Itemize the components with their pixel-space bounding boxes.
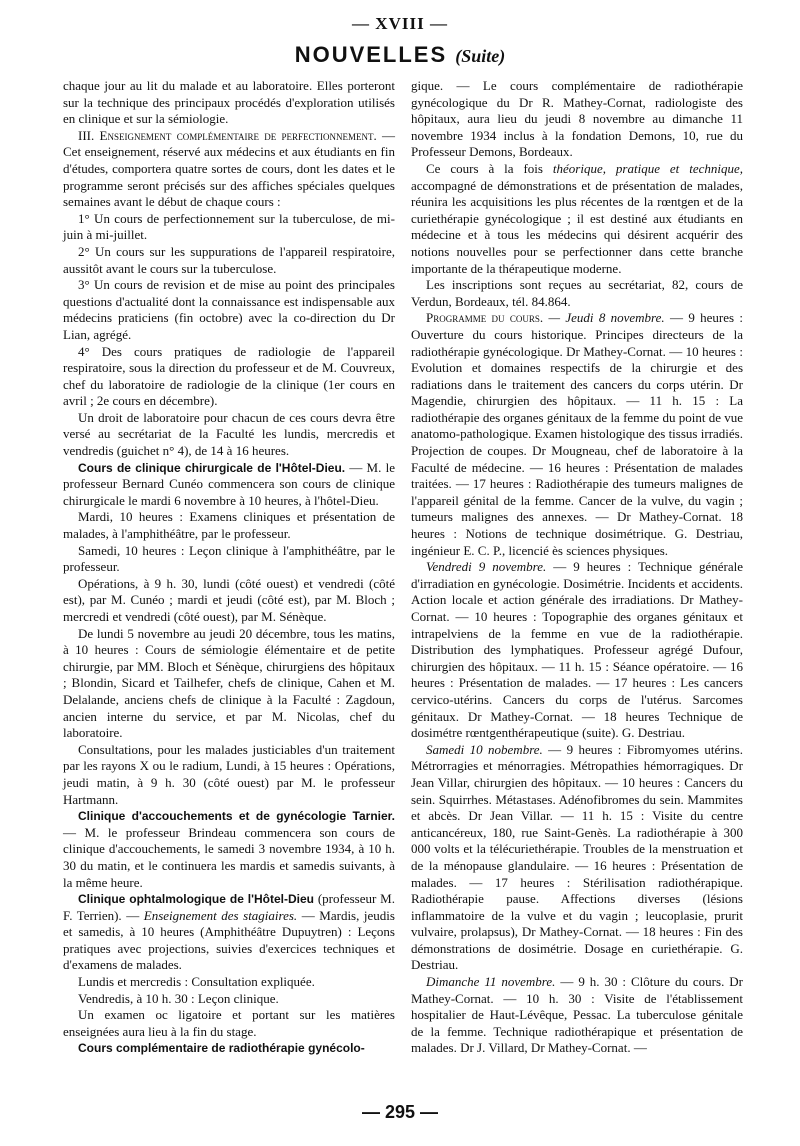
paragraph xyxy=(63,1040,395,1057)
italic-text: Dimanche 11 novembre. xyxy=(426,974,556,990)
paragraph: chaque jour au lit du malade et au laboratoire. Elles porteront sur la technique des principaux procédés d'exploration utilisés en clinique et sur la sémiologie. xyxy=(63,78,395,127)
paragraph-lead: III. xyxy=(78,127,100,143)
paragraph xyxy=(411,559,743,742)
section-heading: Enseignement complémentaire de perfectionnement. xyxy=(99,127,377,143)
right-column xyxy=(411,78,743,1057)
paragraph-body: — 9 heures : Fibromyomes utérins. Métrorragies et ménorragies. Métropathies hémorragiques. Dr Jean Villar, chirurgien des hôpitaux. — 10 heures : Cancers du sein. Squirrhes. Métastases. Adénofibromes du sein. Mammites et abcès. Dr Jean Villar. — 11 h. 15 : Visite du centre anticancéreux, 180, rue Saint-Genès. La radiothérapie à 300 000 volts et la télécuriethérapie. Troubles de la menstruation et de la ménopause glandulaire. — 16 heures : Présentation de malades. — 17 heures : Stérilisation radiothérapique. Radiothérapie pause. Affections diverses (lésions inflammatoire de la vulve et du vagin ; leucoplasie, prurit vulvaire, prolapsus), Dr Mathey-Cornat. — 18 heures : Fin des démonstrations de dosimétrie. Dosage en curiethérapie. G. Destriau. xyxy=(411,741,743,973)
paragraph: Mardi, 10 heures : Examens cliniques et présentation de malades, à l'amphithéâtre, par le professeur. xyxy=(63,509,395,542)
paragraph: Lundis et mercredis : Consultation expliquée. xyxy=(78,974,315,990)
italic-text: théorique, pratique et technique, xyxy=(552,160,743,176)
italic-text: Vendredi 9 novembre. xyxy=(426,559,547,575)
italic-text: Samedi 10 nobembre. xyxy=(426,741,543,757)
paragraph-body: — M. le professeur Bernard Cunéo commencera son cours de clinique chirurgicale le mardi 6 novembre à 10 heures, à l'hôtel-Dieu. xyxy=(63,459,395,508)
paragraph xyxy=(411,742,743,974)
italic-text: — Jeudi 8 novembre. xyxy=(543,310,665,326)
paragraph xyxy=(63,891,395,974)
title-suffix: (Suite) xyxy=(455,46,506,66)
paragraph xyxy=(411,310,743,559)
paragraph-mid: (professeur M. F. Terrien). — xyxy=(63,891,395,923)
page-roman-numeral: — XVIII — xyxy=(352,14,448,33)
paragraph xyxy=(63,460,395,510)
paragraph: De lundi 5 novembre au jeudi 20 décembre, tous les matins, à 10 heures : Cours de sémiologie élémentaire et de petite chirurgie, par MM. Bloch et Sénèque, chirurgiens des hôpitaux ; Blondin, Sicard et Tailhefer, chefs de clinique, Cahen et M. Delalande, anciens chefs de clinique à la Faculté : Zagdoun, ancien interne du service, et par M. Nicolas, chef du laboratoire. xyxy=(63,625,395,741)
italic-text: Enseignement des stagiaires. xyxy=(143,907,298,923)
paragraph xyxy=(411,161,743,277)
paragraph-body: accompagné de démonstrations et de présentation de malades, réunira les acquisitions les plus récentes de la rœntgen et de la curiethérapie gynécologique ; il est destiné aux étudiants en médecine et à tous les médecins qui désirent acquérir des notions nouvelles pour se perfectionner dans cette branche importante de la thérapeutique moderne. xyxy=(411,177,743,276)
paragraph-lead: Ce cours à la fois xyxy=(426,160,553,176)
paragraph: Opérations, à 9 h. 30, lundi (côté ouest) et vendredi (côté est), par M. Cunéo ; mardi et jeudi (côté est), par M. Bloch ; mercredi et vendredi (côté ouest), par M. Sénèque. xyxy=(63,575,395,624)
section-heading: Cours de clinique chirurgicale de l'Hôtel-Dieu. xyxy=(78,460,346,475)
paragraph-body: — 9 h. 30 : Clôture du cours. Dr Mathey-Cornat. — 10 h. 30 : Visite de l'établissement hospitalier de Haut-Lévêque, Pessac. La tuberculose génitale de la femme. Technique radiothérapique et présentation de malades. Dr J. Villard, Dr Mathey-Cornat. — xyxy=(411,974,743,1056)
paragraph: Un examen oc ligatoire et portant sur les matières enseignées aura lieu à la fin du stage. xyxy=(63,1007,395,1039)
paragraph: 1° Un cours de perfectionnement sur la tuberculose, de mi-juin à mi-juillet. xyxy=(63,210,395,243)
paragraph: 2° Un cours sur les suppurations de l'appareil respiratoire, aussitôt avant le cours sur la tuberculose. xyxy=(63,243,395,276)
paragraph: Les inscriptions sont reçues au secrétariat, 82, cours de Verdun, Bordeaux, tél. 84.864. xyxy=(411,277,743,309)
page-number: — 295 — xyxy=(361,1102,439,1122)
paragraph-body: — 9 heures : Technique générale d'irradiation en gynécologie. Dosimétrie. Incidents et accidents. Action locale et action générale des irradiations. Dr Mathey-Cornat. — 10 heures : Topographie des organes génitaux et intrapelviens de la femme en vue de la radiothérapie. Distribution des lymphatiques. Professeur agrégé Dufour, chirurgien des hôpitaux. — 11 h. 15 : Séance opératoire. — 16 heures : Présentation de malades. — 17 heures : Les cancers cervico-utérins. Cancers du corps de l'utérus. Sarcomes génitaux. Dr Mathey-Cornat. — 18 heures Technique de dosimétre rœntgenthérapeutique (suite). G. Destriau. xyxy=(411,559,743,741)
section-title xyxy=(0,42,800,68)
paragraph-body: — Cet enseignement, réservé aux médecins et aux étudiants en fin d'études, comportera quatre sortes de cours, dont les dates et le programme seront précisés sur des affiches spéciales quelques semaines avant le début de chaque cours : xyxy=(63,127,395,210)
section-heading: Programme du cours. xyxy=(426,310,544,326)
paragraph: Samedi, 10 heures : Leçon clinique à l'amphithéâtre, par le professeur. xyxy=(63,542,395,575)
title-text: NOUVELLES xyxy=(294,42,448,67)
paragraph xyxy=(63,808,395,891)
section-heading: Cours complémentaire de radiothérapie gynécolo- xyxy=(78,1041,365,1056)
left-column xyxy=(63,78,395,1057)
paragraph: gique. — Le cours complémentaire de radiothérapie gynécologique du Dr R. Mathey-Cornat, radiologiste des hôpitaux, aura lieu du jeudi 8 novembre au dimanche 11 novembre 1934 inclus à la fondation Demons, 10, rue du Professeur Demons, Bordeaux. xyxy=(411,78,743,160)
paragraph-body: — Mardis, jeudis et samedis, à 10 heures (Amphithéâtre Dupuytren) : Leçons pratiques avec projections, suivies d'exercices techniques et d'examens de malades. xyxy=(63,907,395,973)
paragraph: Vendredis, à 10 h. 30 : Leçon clinique. xyxy=(78,990,279,1006)
paragraph xyxy=(411,974,743,1057)
paragraph-body: — M. le professeur Brindeau commencera son cours de clinique d'accouchements, le samedi 3 novembre 1934, à 10 h. 30 du matin, et le continuera les mardis et samedis suivants, à la même heure. xyxy=(63,824,395,890)
paragraph: Consultations, pour les malades justiciables d'un traitement par les rayons X ou le radium, Lundi, à 15 heures : Opérations, jeudi matin, à 9 h. 30 (côté ouest) par M. le professeur Hartmann. xyxy=(63,741,395,807)
paragraph: 3° Un cours de revision et de mise au point des principales questions d'actualité dont la connaissance est indispensable aux médecins praticiens (fin octobre) avec la co-direction du Dr Lian, agrégé. xyxy=(63,277,395,342)
section-heading: Clinique d'accouchements et de gynécologie Tarnier. xyxy=(78,809,395,824)
paragraph xyxy=(63,128,395,211)
paragraph: 4° Des cours pratiques de radiologie de l'appareil respiratoire, sous la direction du professeur et de M. Couvreux, chef du laboratoire de radiologie de la clinique (1er cours en avril ; 2e cours en décembre). xyxy=(63,343,395,409)
paragraph-body: — 9 heures : Ouverture du cours historique. Principes directeurs de la radiothérapie gynécologique. Dr Mathey-Cornat. — 10 heures : Evolution et domaines respectifs de la chirurgie et des radiations dans le traitement des cancers du corps utérin. Dr Magendie, chirurgien des hôpitaux. — 11 h. 15 : La radiothérapie des organes génitaux de la femme du point de vue anatomo-pathologique. Examen histologique des tissus irradiés. Projection de coupes. Dr Mougneau, chef de laboratoire à la Faculté de médecine. — 16 heures : Présentation de malades traitées. — 17 heures : Radiothérapie des tumeurs malignes de l'appareil génital de la femme. Cancer de la vulve, du vagin ; tumeurs malignes des annexes. — Dr Mathey-Cornat. 18 heures : Notions de technique dosimétrique. G. Destriau, ingénieur E. C. P., licencié ès sciences physiques. xyxy=(411,310,743,558)
section-heading: Clinique ophtalmologique de l'Hôtel-Dieu xyxy=(78,892,314,907)
paragraph: Un droit de laboratoire pour chacun de ces cours devra être versé au secrétariat de la Faculté les lundis, mercredis et vendredis (guichet n° 4), de 14 à 16 heures. xyxy=(63,409,395,459)
